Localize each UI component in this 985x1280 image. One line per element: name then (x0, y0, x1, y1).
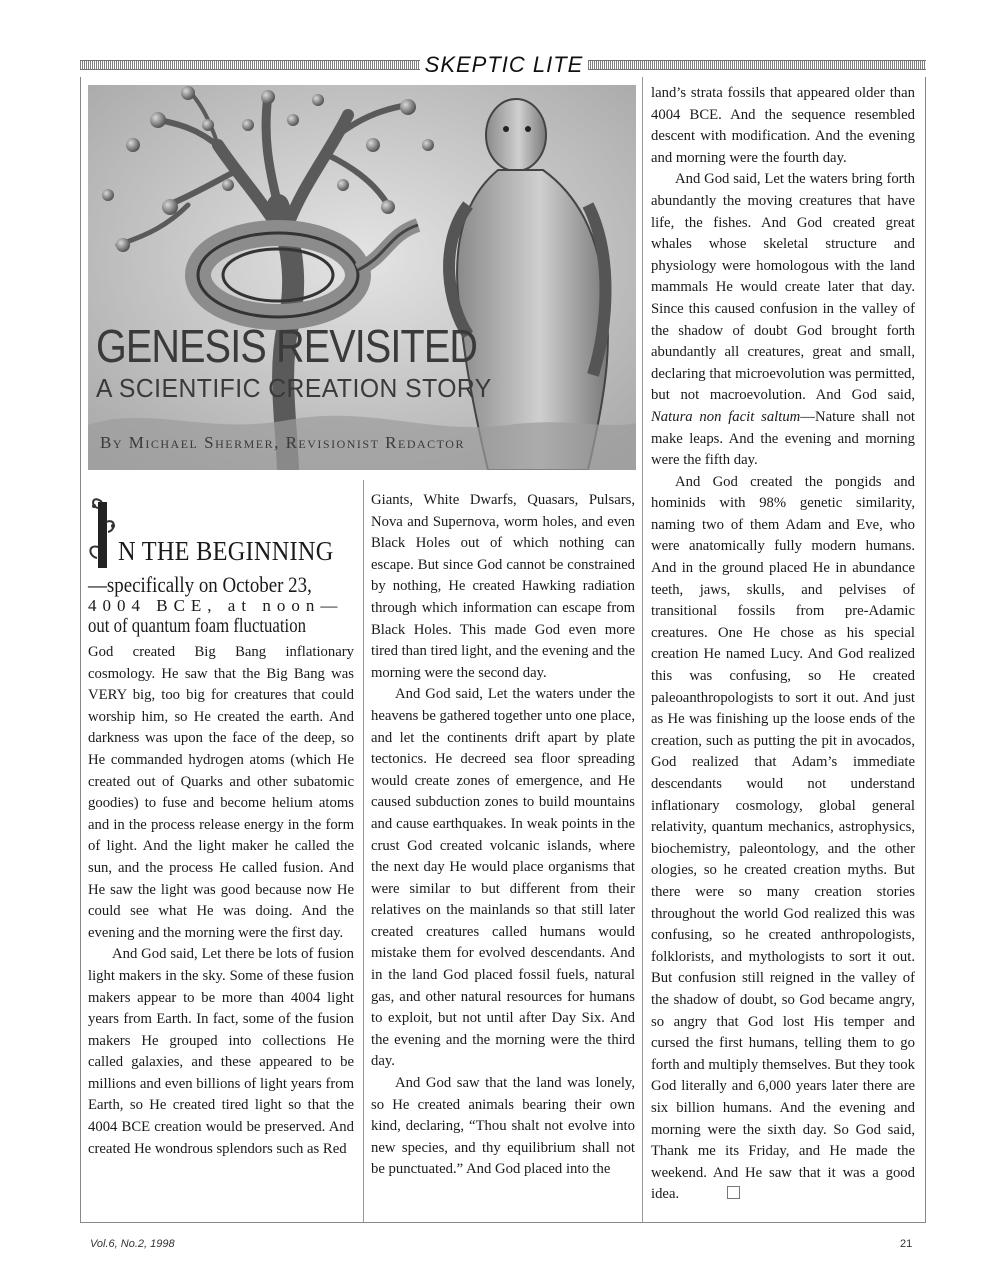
end-mark-icon (727, 1186, 740, 1199)
article-opening (88, 488, 354, 642)
paragraph (651, 169, 915, 471)
section-title: SKEPTIC LITE (424, 52, 584, 77)
illustration-title: GENESIS REVISITED (96, 320, 478, 372)
frame-rule-right (925, 77, 926, 1222)
frame-rule-left (80, 77, 81, 1222)
latin-phrase: Natura non facit saltum (651, 408, 801, 425)
volume-info: Vol.6, No.2, 1998 (90, 1238, 175, 1250)
page-number: 21 (900, 1238, 913, 1250)
tree-serpent-hominid-illustration (88, 85, 636, 470)
paragraph-text: And God created the pongids and hominids with 98% genetic similarity, naming two of them Adam and Eve, who were anatomically fully modern humans. And in the ground placed He in abundance teeth, jaws, skulls, and pelvises of transitional fossils from pre-Adamic creatures. One He chose as his special creation He named Lucy. And God realized this was confusing, so He created paleoanthropologists to sort it out. And just as He was finishing up the loose ends of the creation, such as putting the pit in avocados, God realized that Adam’s immediate descendants would not understand inflationary cosmology, global general relativity, quantum mechanics, astrophysics, biochemistry, paleontology, and the other ologies, so he created creation myths. But there were so many creation stories throughout the world God realized this was confusing, so he created anthropologists, folklorists, and mythologists to sort it out. But confusion still reigned in the valley of the shadow of doubt, so God became angry, so angry that God lost His temper and cursed the first humans, telling them to go forth and multiply themselves. But they took God literally and 6,000 years later there are six billion humans. And the evening and morning were the sixth day. So God said, Thank me its Friday, and He made the weekend. And He saw that it was a good idea. (651, 473, 915, 1203)
title-illustration (88, 85, 636, 470)
illustration-subtitle: A SCIENTIFIC CREATION STORY (96, 373, 492, 403)
frame-rule-bottom (80, 1222, 926, 1223)
opening-line-4: out of quantum foam fluctuation (88, 616, 306, 637)
header-rule-right (588, 60, 926, 70)
paragraph: Giants, White Dwarfs, Quasars, Pulsars, Nova and Supernova, worm holes, and even Black Holes out of which nothing can escape. But since God cannot be constrained by nothing, He created Hawking radiation through which information can escape from Black Holes. This made God even more tired than tired light, and the evening and the morning were the second day. (371, 492, 635, 681)
paragraph-text: —Nature shall not make leaps. And the evening and morning were the fifth day. (651, 408, 915, 469)
header-rule-left (80, 60, 420, 70)
opening-line-1: N THE BEGINNING (118, 536, 334, 566)
paragraph: And God said, Let there be lots of fusion light makers in the sky. Some of these fusion makers appear to be more than 4004 light years from Earth. In fact, some of the fusion makers He grouped into collections He called galaxies, and these appeared to be millions and even billions of light years from Earth, so He created tired light so that the 4004 BCE creation would be preserved. And created He wondrous splendors such as Red (88, 946, 354, 1157)
column-divider (363, 480, 364, 1222)
text-column-3 (651, 83, 915, 1206)
paragraph: God created Big Bang inflationary cosmology. He saw that the Big Bang was VERY big, too big for creatures that could worship him, so He created the earth. And darkness was upon the face of the deep, so He commanded hydrogen atoms (which He created out of Quarks and other subatomic goodies) to fuse and become helium atoms and in the process release energy in the form of light. And the light maker he called the sun, and the process He called fusion. And He saw the light was good because now He could see what He was doing. And the evening and the morning were the first day. (88, 644, 354, 941)
paragraph: land’s strata fossils that appeared older than 4004 BCE. And the sequence resembled descent with modification. And the evening and morning were the fourth day. (651, 85, 915, 166)
opening-line-2: —specifically on October 23, (88, 572, 312, 597)
paragraph: And God saw that the land was lonely, so He created animals bearing their own kind, declaring, “Thou shalt not evolve into new species, and thy equilibrium shall not be punctuated.” And God placed into the (371, 1075, 635, 1178)
text-column-2 (371, 490, 635, 1181)
column-divider (642, 77, 643, 1222)
byline: By Michael Shermer, Revisionist Redactor (100, 433, 465, 452)
paragraph-text: And God said, Let the waters bring forth abundantly the moving creatures that have life, the fishes. And God created great whales whose skeletal structure and physiology were homologous with the land mammals He would create later that day. Since this caused confusion in the valley of the shadow of doubt God brought forth abundantly all creatures, great and small, declaring that microevolution was permitted, but not macroevolution. And God said, (651, 171, 915, 404)
paragraph: And God said, Let the waters under the heavens be gathered together unto one place, and let the continents drift apart by plate tectonics. He decreed sea floor spreading would create zones of emergence, and He caused subduction zones to build mountains and cause earthquakes. In weak points in the crust God created volcanic islands, where the next day He would place organisms that were similar to but different from their relatives on the mainlands so that still later created creatures called humans would mistake them for evolved descendants. And in the land God placed fossil fuels, natural gas, and other natural resources for humans to exploit, but not until after Day Six. And the evening and the morning were the third day. (371, 686, 635, 1070)
opening-line-3: 4004 BCE, at noon— (88, 596, 344, 615)
page-header (80, 52, 926, 78)
drop-cap-i-icon (88, 492, 118, 572)
paragraph (651, 472, 915, 1206)
text-column-1 (88, 642, 354, 1160)
